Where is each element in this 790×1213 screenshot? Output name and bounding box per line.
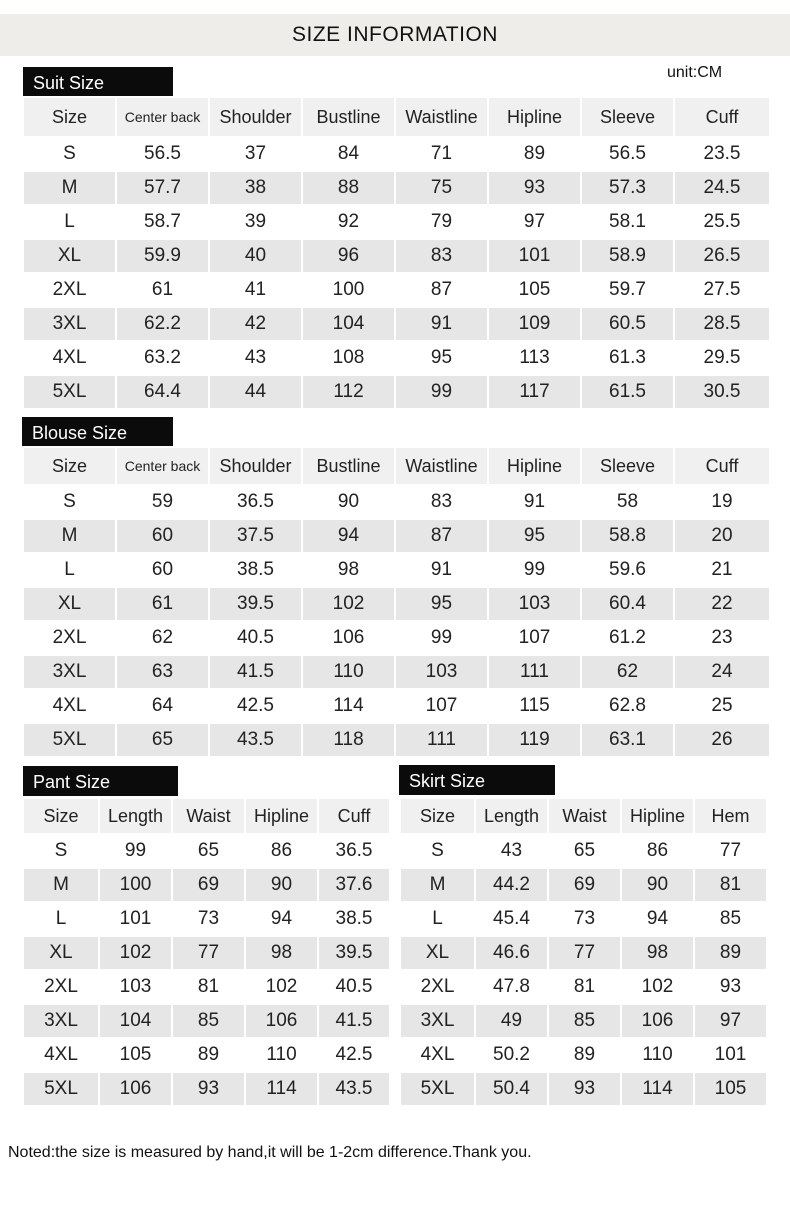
size-cell: L [23,553,116,587]
measurement-cell: 45.4 [475,902,548,936]
measurement-cell: 62 [581,655,674,689]
measurement-cell: 99 [395,375,488,409]
measurement-cell: 100 [302,273,395,307]
measurement-cell: 19 [674,485,770,519]
measurement-cell: 75 [395,171,488,205]
measurement-cell: 56.5 [116,137,209,171]
measurement-cell: 90 [621,868,694,902]
measurement-cell: 87 [395,273,488,307]
measurement-cell: 94 [245,902,318,936]
measurement-cell: 44.2 [475,868,548,902]
size-cell: 3XL [23,1004,99,1038]
measurement-cell: 111 [488,655,581,689]
column-header: Hem [694,798,767,834]
measurement-cell: 59 [116,485,209,519]
column-header: Hipline [245,798,318,834]
measurement-cell: 87 [395,519,488,553]
measurement-cell: 23.5 [674,137,770,171]
measurement-cell: 28.5 [674,307,770,341]
table-row [400,1038,767,1072]
measurement-cell: 37.5 [209,519,302,553]
measurement-cell: 61 [116,273,209,307]
measurement-cell: 40 [209,239,302,273]
measurement-cell: 38 [209,171,302,205]
table-row [23,341,770,375]
measurement-cell: 106 [621,1004,694,1038]
size-cell: 5XL [400,1072,475,1106]
column-header: Waist [172,798,245,834]
measurement-cell: 60.5 [581,307,674,341]
measurement-cell: 113 [488,341,581,375]
measurement-cell: 24.5 [674,171,770,205]
measurement-note: Noted:the size is measured by hand,it will be 1-2cm difference.Thank you. [8,1144,532,1161]
measurement-cell: 97 [488,205,581,239]
measurement-cell: 104 [99,1004,172,1038]
measurement-cell: 109 [488,307,581,341]
blouse-section-label: Blouse Size [22,417,173,447]
measurement-cell: 62.8 [581,689,674,723]
size-cell: M [400,868,475,902]
measurement-cell: 62.2 [116,307,209,341]
table-row [400,1004,767,1038]
table-row [400,868,767,902]
size-cell: L [400,902,475,936]
measurement-cell: 106 [245,1004,318,1038]
measurement-cell: 27.5 [674,273,770,307]
measurement-cell: 43.5 [318,1072,390,1106]
measurement-cell: 39 [209,205,302,239]
measurement-cell: 105 [99,1038,172,1072]
table-row [23,137,770,171]
measurement-cell: 26.5 [674,239,770,273]
measurement-cell: 98 [302,553,395,587]
measurement-cell: 69 [172,868,245,902]
measurement-cell: 77 [694,834,767,868]
measurement-cell: 91 [488,485,581,519]
column-header: Cuff [674,97,770,137]
table-row [23,205,770,239]
size-cell: 4XL [400,1038,475,1072]
size-cell: M [23,868,99,902]
measurement-cell: 90 [245,868,318,902]
measurement-cell: 118 [302,723,395,757]
measurement-cell: 58.1 [581,205,674,239]
measurement-cell: 102 [245,970,318,1004]
measurement-cell: 101 [488,239,581,273]
measurement-cell: 22 [674,587,770,621]
measurement-cell: 50.2 [475,1038,548,1072]
column-header: Size [23,97,116,137]
measurement-cell: 81 [172,970,245,1004]
measurement-cell: 47.8 [475,970,548,1004]
unit-label: unit:CM [667,64,723,81]
measurement-cell: 99 [395,621,488,655]
table-row [23,902,390,936]
pant-size-table [22,797,391,1107]
measurement-cell: 49 [475,1004,548,1038]
measurement-cell: 58 [581,485,674,519]
table-row [23,723,770,757]
column-header: Center back [116,447,209,485]
header-row [400,798,767,834]
measurement-cell: 81 [694,868,767,902]
measurement-cell: 60 [116,553,209,587]
measurement-cell: 37.6 [318,868,390,902]
measurement-cell: 59.7 [581,273,674,307]
measurement-cell: 59.9 [116,239,209,273]
measurement-cell: 86 [621,834,694,868]
table-row [23,1038,390,1072]
measurement-cell: 114 [621,1072,694,1106]
measurement-cell: 81 [548,970,621,1004]
size-cell: XL [23,587,116,621]
measurement-cell: 102 [621,970,694,1004]
size-cell: 4XL [23,689,116,723]
column-header: Shoulder [209,97,302,137]
measurement-cell: 105 [694,1072,767,1106]
measurement-cell: 43 [475,834,548,868]
measurement-cell: 89 [488,137,581,171]
measurement-cell: 60.4 [581,587,674,621]
size-cell: L [23,902,99,936]
measurement-cell: 106 [302,621,395,655]
measurement-cell: 24 [674,655,770,689]
measurement-cell: 117 [488,375,581,409]
measurement-cell: 38.5 [318,902,390,936]
size-cell: 4XL [23,341,116,375]
measurement-cell: 110 [621,1038,694,1072]
table-row [400,936,767,970]
column-header: Hipline [621,798,694,834]
measurement-cell: 94 [302,519,395,553]
pant-section-label: Pant Size [23,766,178,796]
measurement-cell: 89 [548,1038,621,1072]
measurement-cell: 57.7 [116,171,209,205]
measurement-cell: 83 [395,239,488,273]
measurement-cell: 58.9 [581,239,674,273]
measurement-cell: 90 [302,485,395,519]
size-cell: XL [400,936,475,970]
measurement-cell: 63.2 [116,341,209,375]
measurement-cell: 58.8 [581,519,674,553]
size-cell: 2XL [23,273,116,307]
measurement-cell: 91 [395,553,488,587]
measurement-cell: 25.5 [674,205,770,239]
measurement-cell: 65 [116,723,209,757]
measurement-cell: 73 [172,902,245,936]
measurement-cell: 83 [395,485,488,519]
column-header: Cuff [318,798,390,834]
size-cell: 3XL [400,1004,475,1038]
measurement-cell: 97 [694,1004,767,1038]
measurement-cell: 56.5 [581,137,674,171]
measurement-cell: 106 [99,1072,172,1106]
measurement-cell: 93 [694,970,767,1004]
measurement-cell: 60 [116,519,209,553]
measurement-cell: 61 [116,587,209,621]
measurement-cell: 41 [209,273,302,307]
table-row [23,273,770,307]
size-cell: 2XL [400,970,475,1004]
measurement-cell: 41.5 [318,1004,390,1038]
measurement-cell: 88 [302,171,395,205]
measurement-cell: 61.2 [581,621,674,655]
measurement-cell: 42 [209,307,302,341]
header-row [23,447,770,485]
size-cell: S [400,834,475,868]
measurement-cell: 44 [209,375,302,409]
measurement-cell: 94 [621,902,694,936]
measurement-cell: 58.7 [116,205,209,239]
measurement-cell: 59.6 [581,553,674,587]
table-row [23,307,770,341]
measurement-cell: 115 [488,689,581,723]
measurement-cell: 103 [99,970,172,1004]
size-cell: 2XL [23,621,116,655]
suit-section-label: Suit Size [23,67,173,97]
suit-size-table [22,96,771,410]
measurement-cell: 85 [694,902,767,936]
measurement-cell: 61.5 [581,375,674,409]
measurement-cell: 93 [172,1072,245,1106]
column-header: Size [23,447,116,485]
table-row [23,519,770,553]
measurement-cell: 89 [694,936,767,970]
column-header: Hipline [488,447,581,485]
header-row [23,798,390,834]
size-cell: 5XL [23,723,116,757]
measurement-cell: 77 [548,936,621,970]
column-header: Bustline [302,97,395,137]
measurement-cell: 89 [172,1038,245,1072]
size-cell: 5XL [23,1072,99,1106]
measurement-cell: 84 [302,137,395,171]
table-row [23,621,770,655]
measurement-cell: 93 [548,1072,621,1106]
header-row [23,97,770,137]
page-title: SIZE INFORMATION [292,23,498,46]
measurement-cell: 95 [395,587,488,621]
measurement-cell: 108 [302,341,395,375]
size-cell: L [23,205,116,239]
measurement-cell: 64.4 [116,375,209,409]
measurement-cell: 99 [99,834,172,868]
measurement-cell: 104 [302,307,395,341]
column-header: Size [23,798,99,834]
table-row [23,689,770,723]
table-row [400,834,767,868]
measurement-cell: 40.5 [318,970,390,1004]
measurement-cell: 92 [302,205,395,239]
table-row [400,1072,767,1106]
column-header: Length [99,798,172,834]
measurement-cell: 95 [488,519,581,553]
size-cell: 2XL [23,970,99,1004]
measurement-cell: 102 [302,587,395,621]
measurement-cell: 93 [488,171,581,205]
size-cell: 3XL [23,307,116,341]
measurement-cell: 105 [488,273,581,307]
measurement-cell: 77 [172,936,245,970]
column-header: Size [400,798,475,834]
measurement-cell: 26 [674,723,770,757]
measurement-cell: 62 [116,621,209,655]
measurement-cell: 65 [172,834,245,868]
measurement-cell: 43 [209,341,302,375]
measurement-cell: 91 [395,307,488,341]
measurement-cell: 30.5 [674,375,770,409]
column-header: Sleeve [581,447,674,485]
measurement-cell: 86 [245,834,318,868]
column-header: Waist [548,798,621,834]
measurement-cell: 107 [488,621,581,655]
measurement-cell: 43.5 [209,723,302,757]
measurement-cell: 110 [302,655,395,689]
table-row [400,902,767,936]
measurement-cell: 98 [621,936,694,970]
measurement-cell: 73 [548,902,621,936]
measurement-cell: 46.6 [475,936,548,970]
measurement-cell: 41.5 [209,655,302,689]
blouse-size-table [22,446,771,758]
size-cell: XL [23,239,116,273]
column-header: Hipline [488,97,581,137]
column-header: Bustline [302,447,395,485]
column-header: Waistline [395,447,488,485]
measurement-cell: 20 [674,519,770,553]
measurement-cell: 107 [395,689,488,723]
table-row [23,834,390,868]
measurement-cell: 42.5 [318,1038,390,1072]
measurement-cell: 79 [395,205,488,239]
table-row [23,239,770,273]
measurement-cell: 65 [548,834,621,868]
measurement-cell: 69 [548,868,621,902]
measurement-cell: 40.5 [209,621,302,655]
size-cell: S [23,834,99,868]
measurement-cell: 61.3 [581,341,674,375]
table-row [400,970,767,1004]
measurement-cell: 29.5 [674,341,770,375]
measurement-cell: 50.4 [475,1072,548,1106]
measurement-cell: 39.5 [209,587,302,621]
table-row [23,1004,390,1038]
measurement-cell: 38.5 [209,553,302,587]
measurement-cell: 64 [116,689,209,723]
table-row [23,587,770,621]
measurement-cell: 114 [245,1072,318,1106]
skirt-section-label: Skirt Size [399,765,555,795]
measurement-cell: 103 [395,655,488,689]
measurement-cell: 21 [674,553,770,587]
size-cell: 3XL [23,655,116,689]
table-row [23,868,390,902]
measurement-cell: 57.3 [581,171,674,205]
column-header: Cuff [674,447,770,485]
measurement-cell: 114 [302,689,395,723]
measurement-cell: 100 [99,868,172,902]
measurement-cell: 119 [488,723,581,757]
column-header: Shoulder [209,447,302,485]
page-title-bar [0,14,790,56]
measurement-cell: 102 [99,936,172,970]
table-row [23,375,770,409]
measurement-cell: 101 [694,1038,767,1072]
table-row [23,485,770,519]
size-cell: 4XL [23,1038,99,1072]
measurement-cell: 101 [99,902,172,936]
measurement-cell: 36.5 [209,485,302,519]
measurement-cell: 23 [674,621,770,655]
size-cell: S [23,485,116,519]
measurement-cell: 112 [302,375,395,409]
measurement-cell: 63.1 [581,723,674,757]
skirt-size-table [399,797,768,1107]
size-cell: XL [23,936,99,970]
table-row [23,171,770,205]
measurement-cell: 95 [395,341,488,375]
measurement-cell: 110 [245,1038,318,1072]
measurement-cell: 37 [209,137,302,171]
measurement-cell: 103 [488,587,581,621]
table-row [23,936,390,970]
column-header: Center back [116,97,209,137]
table-row [23,1072,390,1106]
measurement-cell: 39.5 [318,936,390,970]
size-cell: M [23,171,116,205]
measurement-cell: 71 [395,137,488,171]
table-row [23,970,390,1004]
measurement-cell: 99 [488,553,581,587]
measurement-cell: 85 [548,1004,621,1038]
measurement-cell: 25 [674,689,770,723]
measurement-cell: 63 [116,655,209,689]
size-cell: S [23,137,116,171]
measurement-cell: 111 [395,723,488,757]
column-header: Length [475,798,548,834]
measurement-cell: 85 [172,1004,245,1038]
measurement-cell: 42.5 [209,689,302,723]
measurement-cell: 36.5 [318,834,390,868]
table-row [23,655,770,689]
column-header: Sleeve [581,97,674,137]
table-row [23,553,770,587]
measurement-cell: 96 [302,239,395,273]
measurement-cell: 98 [245,936,318,970]
size-cell: 5XL [23,375,116,409]
column-header: Waistline [395,97,488,137]
size-cell: M [23,519,116,553]
